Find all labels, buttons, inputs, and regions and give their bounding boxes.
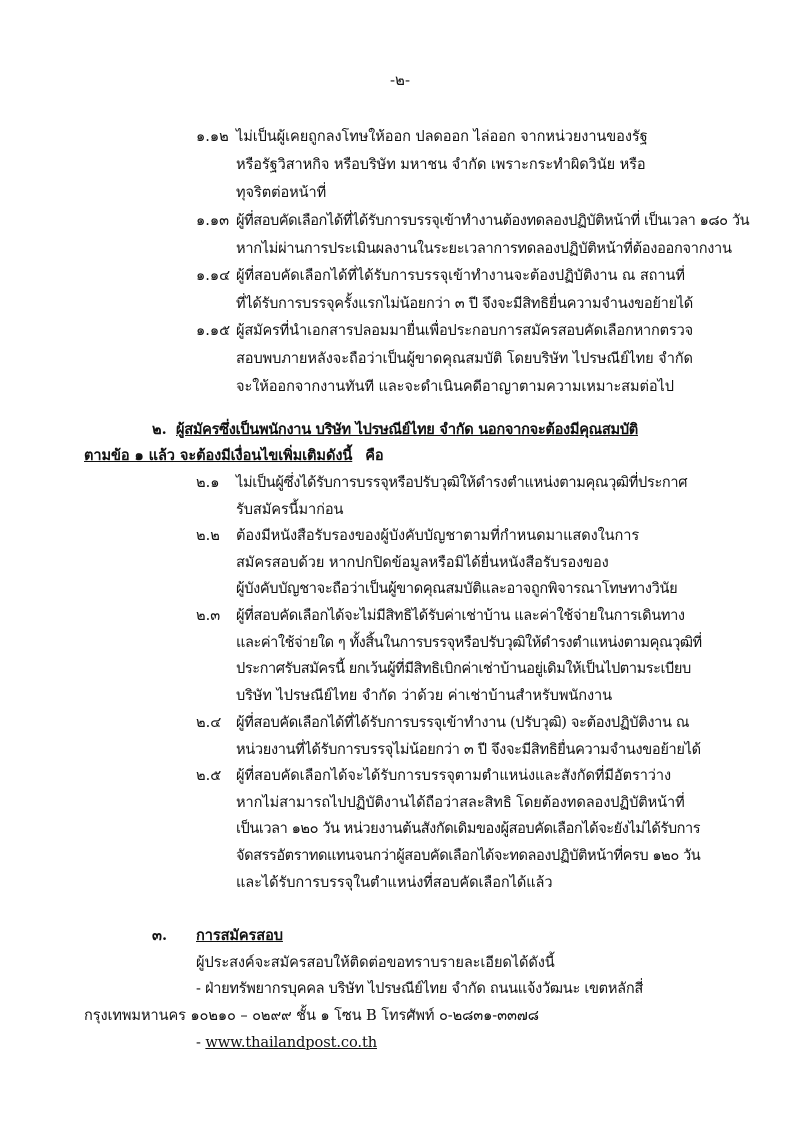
item-number: ๑.๑๔ xyxy=(196,267,231,284)
section-number: ๓. xyxy=(152,927,168,944)
item-text-line: รับสมัครนี้มาก่อน xyxy=(236,501,344,518)
item-text-line: เป็นเวลา ๑๒๐ วัน หน่วยงานต้นสังกัดเดิมของผู้สอบคัดเลือกได้จะยังไม่ได้รับการ xyxy=(236,820,701,837)
item-text-line: ผู้ที่สอบคัดเลือกได้ที่ได้รับการบรรจุเข้าทำงาน (ปรับวุฒิ) จะต้องปฏิบัติงาน ณ xyxy=(236,714,690,731)
item-text-line: ต้องมีหนังสือรับรองของผู้บังคับบัญชาตามที่กำหนดมาแสดงในการ xyxy=(236,527,640,544)
item-text-line: และค่าใช้จ่ายใด ๆ ทั้งสิ้นในการบรรจุหรือปรับวุฒิให้ดำรงตำแหน่งตามคุณวุฒิที่ xyxy=(236,634,702,651)
contact-line: - ฝ่ายทรัพยากรบุคคล บริษัท ไปรษณีย์ไทย จำกัด ถนนแจ้งวัฒนะ เขตหลักสี่ xyxy=(196,980,643,997)
website-line xyxy=(196,1033,377,1053)
item-text-line: และได้รับการบรรจุในตำแหน่งที่สอบคัดเลือกได้แล้ว xyxy=(236,874,553,891)
item-text-line: สอบพบภายหลังจะถือว่าเป็นผู้ขาดคุณสมบัติ โดยบริษัท ไปรษณีย์ไทย จำกัด xyxy=(236,350,693,367)
contact-line: กรุงเทพมหานคร ๑๐๒๑๐ – ๐๒๙๙ ชั้น ๑ โซน B โทรศัพท์ ๐-๒๘๓๑-๓๓๗๘ xyxy=(84,1007,539,1024)
item-text-line: ทุจริตต่อหน้าที่ xyxy=(236,184,327,201)
item-number: ๑.๑๕ xyxy=(196,322,231,339)
page-number: -๒- xyxy=(389,71,411,89)
item-text-line: ผู้สมัครที่นำเอกสารปลอมมายื่นเพื่อประกอบการสมัครสอบคัดเลือกหากตรวจ xyxy=(236,322,693,339)
item-text-line: หากไม่ผ่านการประเมินผลงานในระยะเวลาการทดลองปฏิบัติหน้าที่ต้องออกจากงาน xyxy=(236,240,732,257)
website-link[interactable]: www.thailandpost.co.th xyxy=(205,1034,378,1051)
item-text-line: ผู้บังคับบัญชาจะถือว่าเป็นผู้ขาดคุณสมบัติและอาจถูกพิจารณาโทษทางวินัย xyxy=(236,580,678,597)
item-text-line: หน่วยงานที่ได้รับการบรรจุไม่น้อยกว่า ๓ ปี จึงจะมีสิทธิยื่นความจำนงขอย้ายได้ xyxy=(236,741,701,758)
section-heading-suffix: คือ xyxy=(365,447,384,464)
item-text-line: ผู้ที่สอบคัดเลือกได้จะไม่มีสิทธิได้รับค่าเช่าบ้าน และค่าใช้จ่ายในการเดินทาง xyxy=(236,607,685,624)
item-number: ๒.๒ xyxy=(196,527,220,544)
item-text-line: จะให้ออกจากงานทันที และจะดำเนินคดีอาญาตามความเหมาะสมต่อไป xyxy=(236,378,674,395)
item-text-line: ประกาศรับสมัครนี้ ยกเว้นผู้ที่มีสิทธิเบิกค่าเช่าบ้านอยู่เดิมให้เป็นไปตามระเบียบ xyxy=(236,660,691,677)
item-text-line: บริษัท ไปรษณีย์ไทย จำกัด ว่าด้วย ค่าเช่าบ้านสำหรับพนักงาน xyxy=(236,687,612,704)
item-text-line: ผู้ที่สอบคัดเลือกได้จะได้รับการบรรจุตามตำแหน่งและสังกัดที่มีอัตราว่าง xyxy=(236,767,672,784)
item-text-line: จัดสรรอัตราทดแทนจนกว่าผู้สอบคัดเลือกได้จะทดลองปฏิบัติหน้าที่ครบ ๑๒๐ วัน xyxy=(236,847,701,864)
item-number: ๒.๔ xyxy=(196,714,222,731)
item-text-line: หรือรัฐวิสาหกิจ หรือบริษัท มหาชน จำกัด เพราะกระทำผิดวินัย หรือ xyxy=(236,156,646,173)
item-text-line: หากไม่สามารถไปปฏิบัติงานได้ถือว่าสละสิทธิ โดยต้องทดลองปฏิบัติหน้าที่ xyxy=(236,794,685,811)
section-intro: ผู้ประสงค์จะสมัครสอบให้ติดต่อขอทราบรายละเอียดได้ดังนี้ xyxy=(196,954,555,971)
item-number: ๑.๑๒ xyxy=(196,128,229,145)
section-heading-line: ผู้สมัครซึ่งเป็นพนักงาน บริษัท ไปรษณีย์ไทย จำกัด นอกจากจะต้องมีคุณสมบัติ xyxy=(176,421,638,438)
item-text-line: ผู้ที่สอบคัดเลือกได้ที่ได้รับการบรรจุเข้าทำงานต้องทดลองปฏิบัติหน้าที่ เป็นเวลา ๑๘๐ วัน xyxy=(236,212,750,229)
section-heading: การสมัครสอบ xyxy=(196,927,283,944)
section-heading-text: ตามข้อ ๑ แล้ว จะต้องมีเงื่อนไขเพิ่มเติมดังนี้ xyxy=(84,447,353,464)
section-heading-line xyxy=(84,446,384,466)
website-prefix: - xyxy=(196,1034,206,1051)
item-text-line: ไม่เป็นผู้ซึ่งได้รับการบรรจุหรือปรับวุฒิให้ดำรงตำแหน่งตามคุณวุฒิที่ประกาศ xyxy=(236,474,688,491)
item-number: ๒.๓ xyxy=(196,607,221,624)
item-text-line: สมัครสอบด้วย หากปกปิดข้อมูลหรือมิได้ยื่นหนังสือรับรองของ xyxy=(236,554,609,571)
section-number: ๒. xyxy=(152,421,167,438)
item-text-line: ไม่เป็นผู้เคยถูกลงโทษให้ออก ปลดออก ไล่ออก จากหน่วยงานของรัฐ xyxy=(236,128,648,145)
item-text-line: ผู้ที่สอบคัดเลือกได้ที่ได้รับการบรรจุเข้าทำงานจะต้องปฏิบัติงาน ณ สถานที่ xyxy=(236,267,685,284)
item-number: ๑.๑๓ xyxy=(196,212,230,229)
item-number: ๒.๑ xyxy=(196,474,220,491)
item-number: ๒.๕ xyxy=(196,767,222,784)
item-text-line: ที่ได้รับการบรรจุครั้งแรกไม่น้อยกว่า ๓ ปี จึงจะมีสิทธิยื่นความจำนงขอย้ายได้ xyxy=(236,295,693,312)
